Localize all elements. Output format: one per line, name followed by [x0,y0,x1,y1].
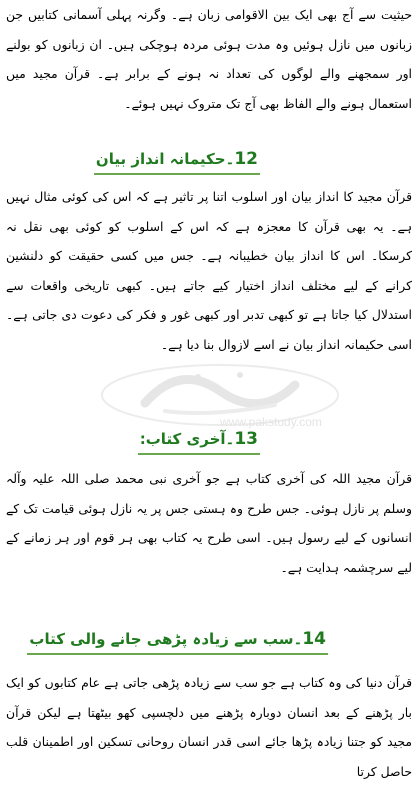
watermark-url: www.pakstudy.com [220,415,322,429]
section-paragraph-12: قرآن مجید کا انداز بیان اور اسلوب اتنا پر تاثیر ہے کہ اس کی کوئی مثال نہیں ہے۔ یہ بھی قرآن کا معجزہ ہے کہ اس کے اسلوب کو کوئی بھی نقل نہ کرسکا۔ اس کا انداز بیان خطیبانہ ہے۔ جس میں کسی حقیقت کو دلنشین کرانے کے لیے مختلف انداز اختیار کیے جاتے ہیں۔ کبھی تاریخی واقعات سے استدلال کیا جاتا ہے تو کبھی تدبر اور کبھی غور و فکر کی دعوت دی جاتی ہے۔ اسی حکیمانہ انداز بیان نے اسے لازوال بنا دیا ہے۔ [6,189,412,352]
section-number: 14 [302,629,326,649]
section-title: ۔آخری کتاب: [139,430,235,448]
section-number: 12 [234,149,258,169]
intro-paragraph: حیثیت سے آج بھی ایک بین الاقوامی زبان ہے۔ وگرنہ پہلی آسمانی کتابیں جن زبانوں میں نازل ہوئیں وہ مدت ہوئی مردہ ہوچکی ہیں۔ ان زبانوں کو بولنے اور سمجھنے والے لوگوں کی تعداد نہ ہونے کے برابر ہے۔ قرآن مجید میں استعمال ہونے والے الفاظ بھی آج تک متروک نہیں ہوئے۔ [6,7,412,111]
section-heading-14 [27,628,328,655]
section-paragraph-14: قرآن دنیا کی وہ کتاب ہے جو سب سے زیادہ پڑھی جاتی ہے عام کتابوں کو ایک بار پڑھنے کے بعد انسان دوبارہ پڑھنے میں دلچسپی کھو بیٹھتا ہے لیکن قرآن مجید کو جتنا زیادہ پڑھا جائے اسی قدر انسان روحانی تسکین اور اطمینان قلب حاصل کرتا [6,675,412,779]
section-number: 13 [234,429,258,449]
section-heading-12 [94,148,260,175]
section-title: ۔حکیمانہ انداز بیان [95,150,235,168]
section-title: ۔سب سے زیادہ پڑھی جانے والی کتاب [29,630,303,648]
section-paragraph-13: قرآن مجید اللہ کی آخری کتاب ہے جو آخری نبی محمد صلی اللہ علیہ وآلہ وسلم پر نازل ہوئی۔ جس طرح وہ ہستی جس پر یہ نازل ہوئی قیامت تک کے انسانوں کے لیے رسول ہیں۔ اسی طرح یہ کتاب بھی ہر قوم اور ہر زمانے کے لیے سرچشمہ ہدایت ہے۔ [6,471,412,575]
section-heading-13 [138,428,260,455]
